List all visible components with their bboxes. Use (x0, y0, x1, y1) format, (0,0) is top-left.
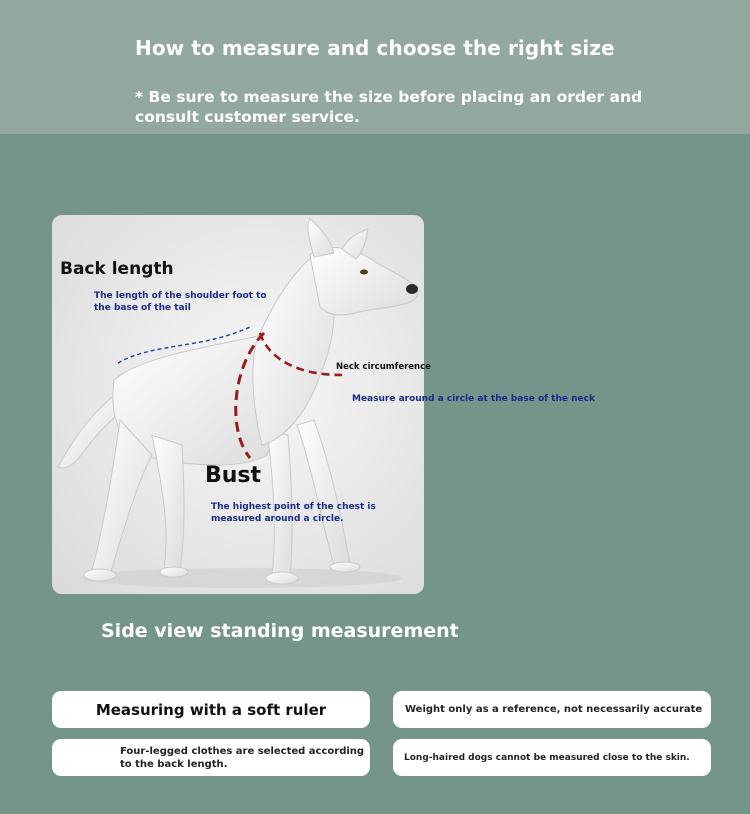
tip-back-length: Four-legged clothes are selected according to the back length. (52, 739, 370, 776)
back-length-title: Back length (60, 259, 174, 279)
bust-title: Bust (205, 463, 262, 488)
side-view-caption: Side view standing measurement (101, 620, 459, 642)
tip-long-hair: Long-haired dogs cannot be measured close to the skin. (393, 739, 711, 776)
tip-soft-ruler: Measuring with a soft ruler (52, 691, 370, 728)
neck-circumference-description: Measure around a circle at the base of the neck (352, 394, 595, 404)
neck-circumference-title: Neck circumference (336, 362, 431, 372)
bust-description: The highest point of the chest is measured around a circle. (211, 502, 376, 524)
page-title: How to measure and choose the right size (135, 36, 615, 60)
back-length-description: The length of the shoulder foot to the base of the tail (94, 291, 267, 313)
tip-weight: Weight only as a reference, not necessarily accurate (393, 691, 711, 728)
order-note: * Be sure to measure the size before placing an order and consult customer service. (135, 88, 643, 126)
